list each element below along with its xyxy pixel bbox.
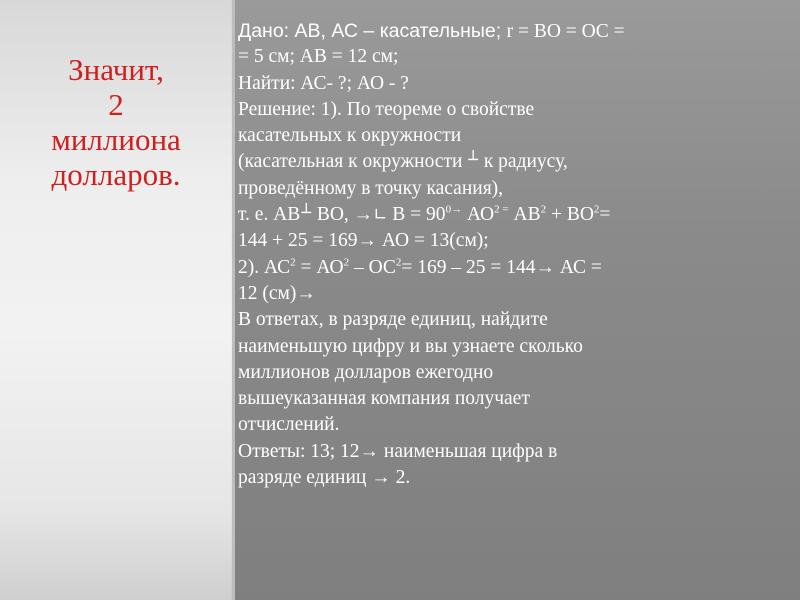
superscript: 2	[395, 256, 402, 269]
solution-line: проведённому в точку касания),	[238, 177, 504, 199]
task-line: отчислений.	[238, 414, 340, 436]
answers-line: Ответы: 13; 12→ наименьшая цифра в	[238, 440, 558, 462]
solution-text	[238, 18, 783, 491]
given-line	[238, 18, 783, 44]
solution-line	[238, 202, 783, 228]
given-label: Дано: АВ, АС – касательные;	[238, 20, 507, 42]
solution-line: касательных к окружности	[238, 125, 462, 147]
task-line: миллионов долларов ежегодно	[238, 361, 494, 383]
text-span: + ВО	[546, 204, 594, 226]
solution-line: 144 + 25 = 169→ АО = 13(см);	[238, 230, 489, 252]
text-span: АО	[462, 204, 495, 226]
conclusion-line: миллиона	[51, 122, 181, 157]
given-line: = 5 см; АВ = 12 см;	[238, 46, 399, 68]
given-values: r = BO = OC =	[506, 21, 625, 42]
conclusion-text	[12, 52, 220, 192]
text-span: 2). АС	[238, 256, 291, 278]
text-span: к радиусу,	[478, 151, 568, 173]
conclusion-line: 2	[108, 87, 124, 122]
find-line: Найти: АС- ?; АО - ?	[238, 72, 409, 94]
task-line: наименьшую цифру и вы узнаете сколько	[238, 335, 583, 357]
solution-line: Решение: 1). По теореме о свойстве	[238, 98, 535, 120]
task-line: В ответах, в разряде единиц, найдите	[238, 309, 548, 331]
text-span: =	[599, 204, 611, 226]
text-span: = 169 – 25 = 144→ АС =	[401, 256, 602, 278]
answers-line: разряде единиц → 2.	[238, 467, 411, 489]
superscript: 2	[540, 203, 547, 216]
text-span: = АО	[295, 256, 344, 278]
conclusion-line: Значит,	[68, 52, 164, 87]
solution-line	[238, 149, 783, 175]
text-span: – ОС	[349, 256, 396, 278]
text-span: ВО, →	[311, 204, 374, 226]
superscript: 2 =	[494, 203, 509, 216]
task-line: вышеуказанная компания получает	[238, 388, 530, 410]
conclusion-line: долларов.	[51, 157, 181, 192]
text-span: В = 90	[387, 204, 446, 226]
superscript: 2	[343, 256, 350, 269]
perpendicular-icon: ┴	[301, 203, 311, 223]
text-span: АВ	[508, 204, 541, 226]
perpendicular-icon: ┴	[468, 150, 478, 170]
solution-line: 12 (см)→	[238, 282, 316, 304]
superscript: 0→	[445, 203, 463, 216]
text-span: т. е. АВ	[238, 204, 301, 226]
text-span: (касательная к окружности	[238, 151, 468, 173]
solution-line	[238, 255, 783, 281]
angle-icon: ∟	[373, 205, 388, 226]
superscript: 2	[593, 203, 600, 216]
superscript: 2	[290, 256, 296, 269]
